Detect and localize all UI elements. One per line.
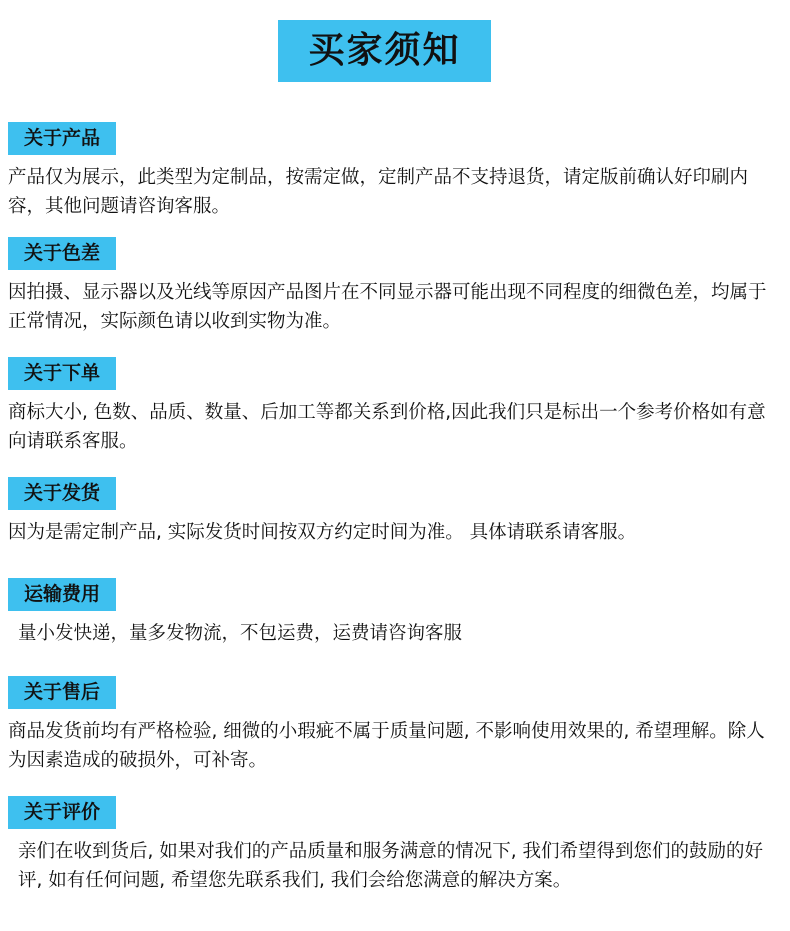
section-heading: 关于下单 [8,357,116,390]
section-product [8,122,783,221]
section-body: 因为是需定制产品, 实际发货时间按双方约定时间为准。 具体请联系请客服。 [8,522,637,543]
section-body: 量小发快递，量多发物流，不包运费，运费请咨询客服 [18,623,463,644]
section-heading: 关于售后 [8,676,116,709]
section-heading: 关于评价 [8,796,116,829]
section-shipping-cost [8,578,783,648]
section-heading: 关于产品 [8,122,116,155]
section-body: 因拍摄、显示器以及光线等原因产品图片在不同显示器可能出现不同程度的细微色差，均属于正常情况，实际颜色请以收到实物为准。 [8,282,767,332]
section-reviews [8,796,783,895]
section-after-sales [8,676,783,775]
section-heading: 关于发货 [8,477,116,510]
section-body: 亲们在收到货后, 如果对我们的产品质量和服务满意的情况下, 我们希望得到您们的鼓励的好评, 如有任何问题, 希望您先联系我们, 我们会给您满意的解决方案。 [18,841,764,891]
section-body: 产品仅为展示，此类型为定制品，按需定做，定制产品不支持退货，请定版前确认好印刷内容，其他问题请咨询客服。 [8,167,749,217]
section-heading: 运输费用 [8,578,116,611]
section-body: 商标大小, 色数、品质、数量、后加工等都关系到价格,因此我们只是标出一个参考价格如有意向请联系客服。 [8,402,766,452]
section-ordering [8,357,783,456]
section-body: 商品发货前均有严格检验, 细微的小瑕疵不属于质量问题, 不影响使用效果的, 希望理解。除人为因素造成的破损外，可补寄。 [8,721,765,771]
section-heading: 关于色差 [8,237,116,270]
section-shipping [8,477,783,547]
section-color-difference [8,237,783,336]
page-title: 买家须知 [278,20,491,82]
